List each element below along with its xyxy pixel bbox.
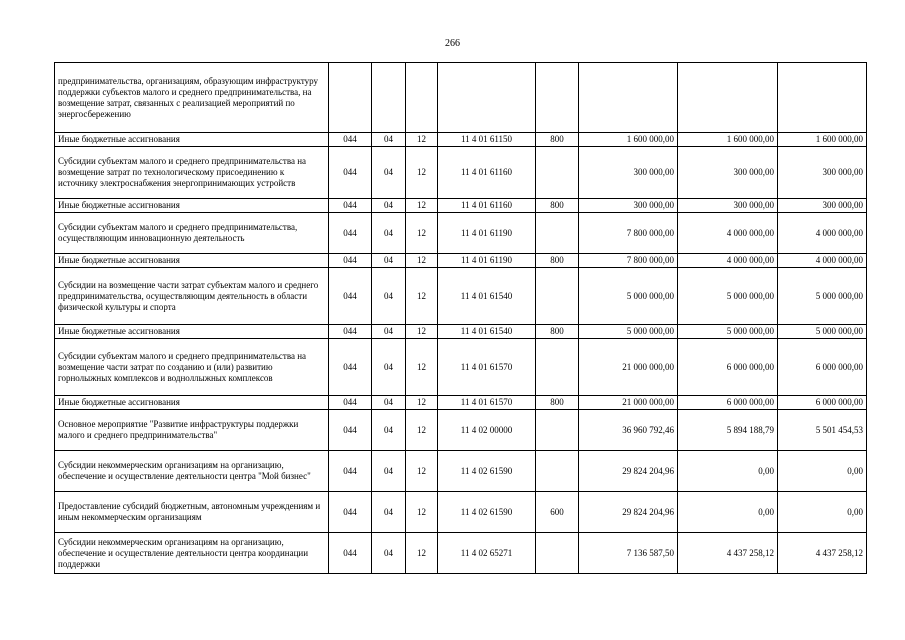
section-cell: 04 <box>372 396 406 410</box>
section-cell: 04 <box>372 339 406 396</box>
sum-year1-cell: 7 800 000,00 <box>579 213 678 254</box>
section-cell: 04 <box>372 213 406 254</box>
target-article-cell: 11 4 02 61590 <box>438 492 536 533</box>
expense-type-cell <box>536 268 579 325</box>
subsection-cell: 12 <box>406 147 438 199</box>
name-cell: Иные бюджетные ассигнования <box>55 133 329 147</box>
name-cell: Субсидии субъектам малого и среднего предпринимательства, осуществляющим инновационную деятельность <box>55 213 329 254</box>
sum-year3-cell: 4 437 258,12 <box>778 533 867 574</box>
sum-year3-cell: 6 000 000,00 <box>778 396 867 410</box>
target-article-cell: 11 4 01 61190 <box>438 254 536 268</box>
table-row <box>55 325 867 339</box>
sum-year1-cell: 7 800 000,00 <box>579 254 678 268</box>
target-article-cell: 11 4 02 61590 <box>438 451 536 492</box>
expense-type-cell: 800 <box>536 254 579 268</box>
subsection-cell: 12 <box>406 325 438 339</box>
target-article-cell: 11 4 01 61540 <box>438 325 536 339</box>
ministry-code-cell <box>329 63 372 133</box>
target-article-cell: 11 4 01 61160 <box>438 147 536 199</box>
name-cell: Субсидии некоммерческим организациям на организацию, обеспечение и осуществление деятельности центра "Мой бизнес" <box>55 451 329 492</box>
sum-year1-cell: 1 600 000,00 <box>579 133 678 147</box>
sum-year3-cell: 4 000 000,00 <box>778 254 867 268</box>
section-cell <box>372 63 406 133</box>
sum-year2-cell: 0,00 <box>678 492 778 533</box>
subsection-cell: 12 <box>406 492 438 533</box>
ministry-code-cell: 044 <box>329 133 372 147</box>
target-article-cell: 11 4 02 65271 <box>438 533 536 574</box>
subsection-cell: 12 <box>406 254 438 268</box>
expense-type-cell <box>536 410 579 451</box>
table-row <box>55 147 867 199</box>
ministry-code-cell: 044 <box>329 339 372 396</box>
section-cell: 04 <box>372 147 406 199</box>
sum-year3-cell <box>778 63 867 133</box>
subsection-cell: 12 <box>406 213 438 254</box>
ministry-code-cell: 044 <box>329 410 372 451</box>
section-cell: 04 <box>372 199 406 213</box>
target-article-cell: 11 4 01 61150 <box>438 133 536 147</box>
table-row <box>55 451 867 492</box>
target-article-cell: 11 4 01 61190 <box>438 213 536 254</box>
table-row <box>55 410 867 451</box>
sum-year1-cell: 21 000 000,00 <box>579 396 678 410</box>
sum-year3-cell: 4 000 000,00 <box>778 213 867 254</box>
ministry-code-cell: 044 <box>329 254 372 268</box>
sum-year3-cell: 300 000,00 <box>778 199 867 213</box>
name-cell: Субсидии на возмещение части затрат субъектам малого и среднего предпринимательства, осуществляющим деятельность в области физической культуры и спорта <box>55 268 329 325</box>
name-cell: Основное мероприятие "Развитие инфраструктуры поддержки малого и среднего предпринимательства" <box>55 410 329 451</box>
name-cell: Иные бюджетные ассигнования <box>55 199 329 213</box>
sum-year3-cell: 5 501 454,53 <box>778 410 867 451</box>
sum-year3-cell: 5 000 000,00 <box>778 268 867 325</box>
name-cell: Предоставление субсидий бюджетным, автономным учреждениям и иным некоммерческим организациям <box>55 492 329 533</box>
table-row <box>55 199 867 213</box>
ministry-code-cell: 044 <box>329 213 372 254</box>
expense-type-cell: 800 <box>536 396 579 410</box>
section-cell: 04 <box>372 254 406 268</box>
sum-year1-cell: 5 000 000,00 <box>579 325 678 339</box>
subsection-cell: 12 <box>406 396 438 410</box>
sum-year2-cell <box>678 63 778 133</box>
ministry-code-cell: 044 <box>329 396 372 410</box>
sum-year2-cell: 300 000,00 <box>678 199 778 213</box>
sum-year2-cell: 5 000 000,00 <box>678 325 778 339</box>
section-cell: 04 <box>372 410 406 451</box>
sum-year2-cell: 1 600 000,00 <box>678 133 778 147</box>
name-cell: Субсидии субъектам малого и среднего предпринимательства на возмещение части затрат по созданию и (или) развитию горнолыжных комплексов и водноллыжных комплексов <box>55 339 329 396</box>
table-row <box>55 268 867 325</box>
ministry-code-cell: 044 <box>329 147 372 199</box>
sum-year3-cell: 0,00 <box>778 492 867 533</box>
table-row <box>55 63 867 133</box>
section-cell: 04 <box>372 533 406 574</box>
expense-type-cell <box>536 63 579 133</box>
section-cell: 04 <box>372 492 406 533</box>
sum-year3-cell: 0,00 <box>778 451 867 492</box>
sum-year3-cell: 300 000,00 <box>778 147 867 199</box>
sum-year1-cell: 21 000 000,00 <box>579 339 678 396</box>
sum-year2-cell: 4 000 000,00 <box>678 213 778 254</box>
sum-year1-cell <box>579 63 678 133</box>
subsection-cell: 12 <box>406 199 438 213</box>
target-article-cell <box>438 63 536 133</box>
target-article-cell: 11 4 01 61540 <box>438 268 536 325</box>
sum-year3-cell: 6 000 000,00 <box>778 339 867 396</box>
ministry-code-cell: 044 <box>329 199 372 213</box>
expense-type-cell: 800 <box>536 199 579 213</box>
target-article-cell: 11 4 01 61570 <box>438 339 536 396</box>
section-cell: 04 <box>372 325 406 339</box>
section-cell: 04 <box>372 268 406 325</box>
subsection-cell: 12 <box>406 533 438 574</box>
table-row <box>55 492 867 533</box>
sum-year1-cell: 29 824 204,96 <box>579 492 678 533</box>
subsection-cell: 12 <box>406 451 438 492</box>
sum-year1-cell: 300 000,00 <box>579 147 678 199</box>
sum-year2-cell: 4 437 258,12 <box>678 533 778 574</box>
expense-type-cell: 600 <box>536 492 579 533</box>
subsection-cell <box>406 63 438 133</box>
expense-type-cell <box>536 213 579 254</box>
target-article-cell: 11 4 01 61570 <box>438 396 536 410</box>
sum-year2-cell: 6 000 000,00 <box>678 396 778 410</box>
sum-year2-cell: 300 000,00 <box>678 147 778 199</box>
subsection-cell: 12 <box>406 268 438 325</box>
expense-type-cell: 800 <box>536 325 579 339</box>
sum-year3-cell: 5 000 000,00 <box>778 325 867 339</box>
table-row <box>55 533 867 574</box>
expense-type-cell <box>536 451 579 492</box>
sum-year1-cell: 300 000,00 <box>579 199 678 213</box>
sum-year1-cell: 5 000 000,00 <box>579 268 678 325</box>
sum-year2-cell: 0,00 <box>678 451 778 492</box>
table-row <box>55 339 867 396</box>
section-cell: 04 <box>372 451 406 492</box>
subsection-cell: 12 <box>406 410 438 451</box>
name-cell: Субсидии субъектам малого и среднего предпринимательства на возмещение затрат по технологическому присоединению к источнику электроснабжения энергопринимающих устройств <box>55 147 329 199</box>
table-row <box>55 254 867 268</box>
expense-type-cell: 800 <box>536 133 579 147</box>
name-cell: Иные бюджетные ассигнования <box>55 325 329 339</box>
page-number: 266 <box>445 38 460 49</box>
name-cell: Иные бюджетные ассигнования <box>55 254 329 268</box>
name-cell: предпринимательства, организациям, образующим инфраструктуру поддержки субъектов малого и среднего предпринимательства, на возмещение затрат, связанных с реализацией мероприятий по энергосбережению <box>55 63 329 133</box>
ministry-code-cell: 044 <box>329 533 372 574</box>
sum-year1-cell: 29 824 204,96 <box>579 451 678 492</box>
table-row <box>55 133 867 147</box>
ministry-code-cell: 044 <box>329 325 372 339</box>
name-cell: Субсидии некоммерческим организациям на организацию, обеспечение и осуществление деятельности центра координации поддержки <box>55 533 329 574</box>
sum-year2-cell: 5 000 000,00 <box>678 268 778 325</box>
sum-year2-cell: 4 000 000,00 <box>678 254 778 268</box>
expense-type-cell <box>536 147 579 199</box>
subsection-cell: 12 <box>406 133 438 147</box>
budget-table <box>54 62 867 574</box>
sum-year2-cell: 5 894 188,79 <box>678 410 778 451</box>
expense-type-cell <box>536 533 579 574</box>
section-cell: 04 <box>372 133 406 147</box>
sum-year1-cell: 36 960 792,46 <box>579 410 678 451</box>
ministry-code-cell: 044 <box>329 451 372 492</box>
subsection-cell: 12 <box>406 339 438 396</box>
table-row <box>55 396 867 410</box>
target-article-cell: 11 4 01 61160 <box>438 199 536 213</box>
ministry-code-cell: 044 <box>329 268 372 325</box>
sum-year3-cell: 1 600 000,00 <box>778 133 867 147</box>
expense-type-cell <box>536 339 579 396</box>
target-article-cell: 11 4 02 00000 <box>438 410 536 451</box>
sum-year2-cell: 6 000 000,00 <box>678 339 778 396</box>
sum-year1-cell: 7 136 587,50 <box>579 533 678 574</box>
name-cell: Иные бюджетные ассигнования <box>55 396 329 410</box>
ministry-code-cell: 044 <box>329 492 372 533</box>
table-row <box>55 213 867 254</box>
table-body <box>55 63 867 574</box>
